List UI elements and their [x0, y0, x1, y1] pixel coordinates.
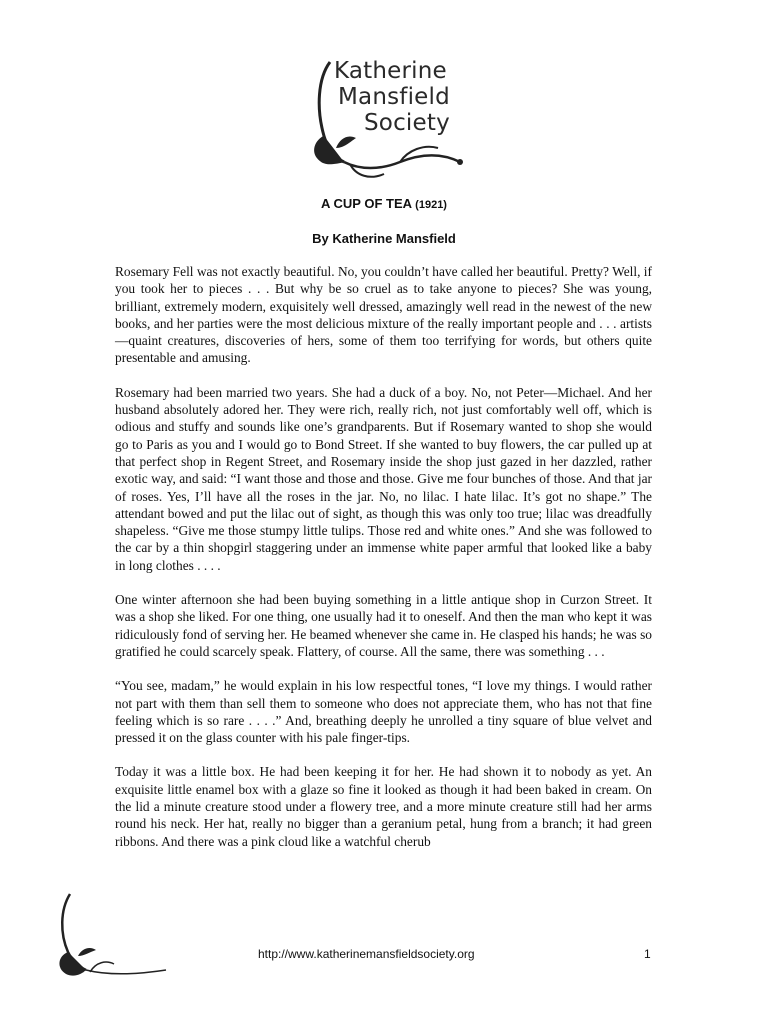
logo-line: Mansfield: [338, 84, 450, 110]
paragraph: “You see, madam,” he would explain in his low respectful tones, “I love my things. I would rather not part with them than sell them to someone who does not appreciate them, who has not that fine feeling which is so rare . . . .” And, breathing deeply he unrolled a tiny square of blue velvet and pressed it on the glass counter with his pale finger-tips.: [115, 678, 652, 746]
byline: By Katherine Mansfield: [312, 231, 456, 246]
story-body: [115, 263, 652, 867]
footer-url-link[interactable]: http://www.katherinemansfieldsociety.org: [258, 947, 475, 961]
paragraph: One winter afternoon she had been buying something in a little antique shop in Curzon Street. It was a shop she liked. For one thing, one usually had it to oneself. And then the man who kept it was ridiculously fond of serving her. He beamed whenever she came in. He clasped his hands; he was so gratified he could scarcely speak. Flattery, of course. All the same, there was something . . .: [115, 592, 652, 659]
title-year: (1921): [415, 199, 447, 211]
society-logo: [300, 58, 480, 184]
page-number: 1: [644, 947, 651, 961]
story-title: [0, 196, 768, 211]
paragraph: Rosemary had been married two years. She had a duck of a boy. No, not Peter—Michael. And her husband absolutely adored her. They were rich, really rich, not just comfortably well off, which is odious and stuffy and sounds like one’s grandparents. But if Rosemary wanted to shop she would go to Paris as you and I would go to Bond Street. If she wanted to buy flowers, the car pulled up at that perfect shop in Regent Street, and Rosemary inside the shop just gazed in her dazzled, rather exotic way, and said: “I want those and those and those. Give me four bunches of those. And that jar of roses. Yes, I’ll have all the roses in the jar. No, no lilac. I hate lilac. It’s got no shape.” The attendant bowed and put the lilac out of sight, as though this was only too true; lilac was dreadfully shapeless. “Give me those stumpy little tulips. Those red and white ones.” And she was followed to the car by a thin shopgirl staggering under an immense white paper armful that looked like a baby in long clothes . . . .: [115, 384, 652, 573]
footer-ornament-icon: [50, 890, 170, 985]
paragraph: Today it was a little box. He had been keeping it for her. He had shown it to nobody as yet. An exquisite little enamel box with a glaze so fine it looked as though it had been baked in cream. On the lid a minute creature stood under a flowery tree, and a more minute creature still had her arms round his neck. Her hat, really no bigger than a geranium petal, hung from a branch; it had green ribbons. And there was a pink cloud like a watchful cherub: [115, 764, 652, 849]
logo-line: Katherine: [334, 58, 447, 84]
logo-wordmark: [334, 58, 450, 136]
paragraph: Rosemary Fell was not exactly beautiful. No, you couldn’t have called her beautiful. Pretty? Well, if you took her to pieces . . . But why be so cruel as to take anyone to pieces? She was young, brilliant, extremely modern, exquisitely well dressed, amazingly well read in the newest of the new books, and her parties were the most delicious mixture of the really important people and . . . artists—quaint creatures, discoveries of hers, some of them too terrifying for words, but others quite presentable and amusing.: [115, 264, 652, 366]
title-text: A CUP OF TEA: [321, 196, 412, 211]
logo-line: Society: [364, 110, 450, 136]
